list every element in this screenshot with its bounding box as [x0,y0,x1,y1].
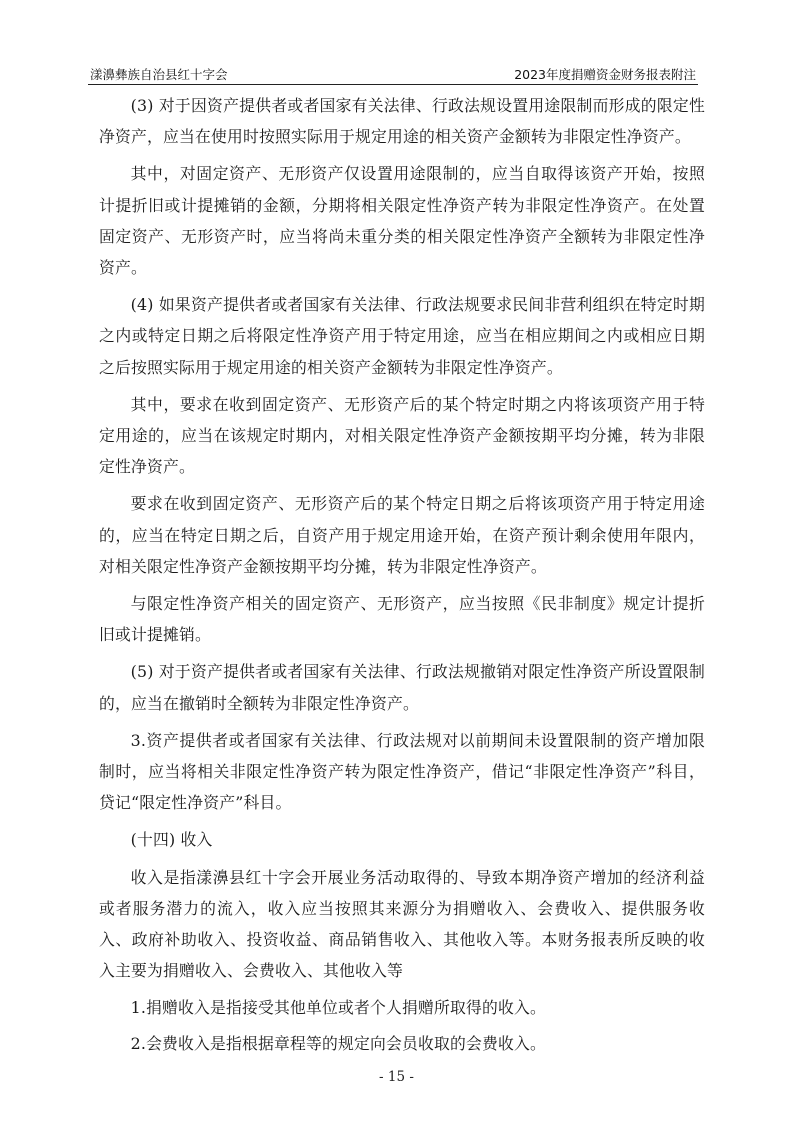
paragraph-restriction-5: (5) 对于资产提供者或者国家有关法律、行政法规撤销对限定性净资产所设置限制的，应当在撤销时全额转为非限定性净资产。 [99,662,705,713]
document-title: 2023年度捐赠资金财务报表附注 [514,67,696,82]
page-header [88,62,698,85]
paragraph-donation-income: 1.捐赠收入是指接受其他单位或者个人捐赠所取得的收入。 [130,998,546,1018]
paragraph-restriction-4: (4) 如果资产提供者或者国家有关法律、行政法规要求民间非营利组织在特定时期之内或特定日期之后将限定性净资产用于特定用途，应当在相应期间之内或相应日期之后按照实际用于规定用途的相关资产金额转为非限定性净资产。 [99,295,705,377]
paragraph-specific-date: 要求在收到固定资产、无形资产后的某个特定日期之后将该项资产用于特定用途的，应当在特定日期之后，自资产用于规定用途开始，在资产预计剩余使用年限内，对相关限定性净资产金额按期平均分摊，转为非限定性净资产。 [99,494,705,576]
paragraph-restriction-3: (3) 对于因资产提供者或者国家有关法律、行政法规设置用途限制而形成的限定性净资产，应当在使用时按照实际用于规定用途的相关资产金额转为非限定性净资产。 [99,96,705,147]
paragraph-depreciation: 与限定性净资产相关的固定资产、无形资产，应当按照《民非制度》规定计提折旧或计提摊销。 [99,594,705,645]
organization-name: 漾濞彝族自治县红十字会 [90,67,228,82]
paragraph-income-definition: 收入是指漾濞县红十字会开展业务活动取得的、导致本期净资产增加的经济利益或者服务潜力的流入，收入应当按照其来源分为捐赠收入、会费收入、提供服务收入、政府补助收入、投资收益、商品销售收入、其他收入等。本财务报表所反映的收入主要为捐赠收入、会费收入、其他收入等 [99,867,705,981]
paragraph-specific-period: 其中，要求在收到固定资产、无形资产后的某个特定时期之内将该项资产用于特定用途的，应当在该规定时期内，对相关限定性净资产金额按期平均分摊，转为非限定性净资产。 [99,394,705,477]
page-number: - 15 - [379,1069,414,1085]
document-body [99,90,705,1063]
paragraph-fixed-assets-note: 其中，对固定资产、无形资产仅设置用途限制的，应当自取得该资产开始，按照计提折旧或计提摊销的金额，分期将相关限定性净资产转为非限定性净资产。在处置固定资产、无形资产时，应当将尚未重分类的相关限定性净资产全额转为非限定性净资产。 [99,164,705,278]
paragraph-item-3: 3.资产提供者或者国家有关法律、行政法规对以前期间未设置限制的资产增加限制时，应当将相关非限定性净资产转为限定性净资产，借记“非限定性净资产”科目，贷记“限定性净资产”科目。 [99,730,705,813]
paragraph-membership-income: 2.会费收入是指根据章程等的规定向会员收取的会费收入。 [130,1033,546,1053]
section-heading-income: (十四) 收入 [130,830,213,850]
